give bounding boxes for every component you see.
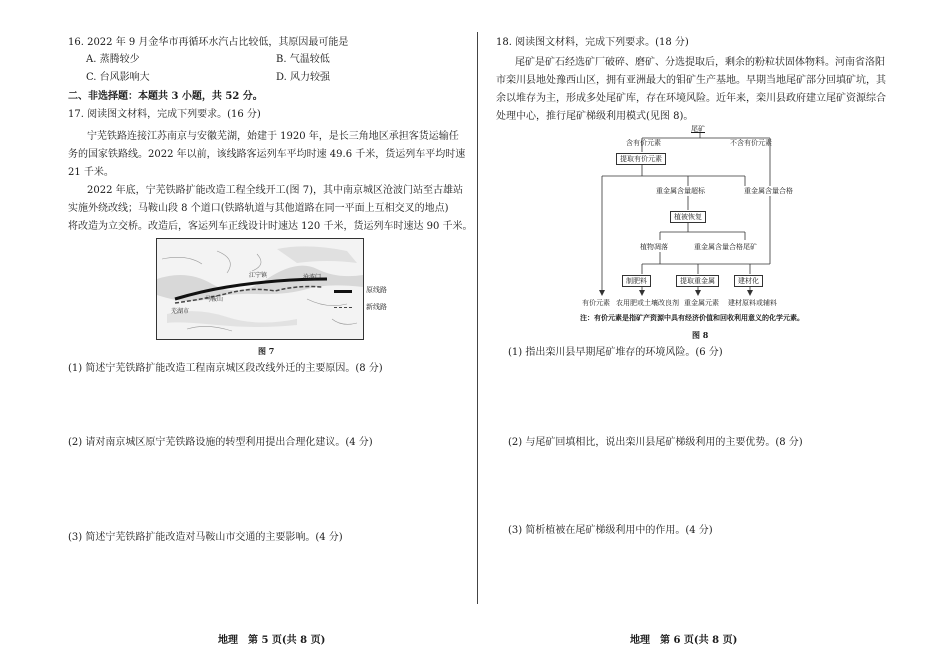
q17-stem: 17. 阅读图文材料，完成下列要求。(16 分) — [68, 109, 261, 120]
q16-option-b: B. 气温较低 — [276, 54, 330, 65]
flow-no-valuable: 不含有价元素 — [730, 139, 772, 147]
flow-make-fertilizer: 制肥料 — [622, 275, 651, 287]
flow-hm-ok-tailings: 重金属含量合格尾矿 — [694, 243, 757, 251]
q17-para2-line2: 实施外绕改线；马鞍山段 8 个道口(铁路轨道与其他道路在同一平面上互相交叉的地点) — [68, 203, 449, 214]
flow-out-valuable: 有价元素 — [582, 299, 610, 307]
q17-para1-line2: 务的国家铁路线。2022 年以前，该线路客运列车平均时速 49.6 千米，货运列车平均时速 — [68, 149, 466, 160]
section-heading: 二、非选择题：本题共 3 小题，共 52 分。 — [68, 91, 263, 102]
legend-old-label: 原线路 — [366, 286, 387, 294]
legend-new-line — [334, 307, 352, 308]
q16-option-a: A. 蒸腾较少 — [86, 54, 140, 65]
flow-out-soil: 农用肥或土壤改良剂 — [616, 299, 679, 307]
q18-sub2: (2) 与尾矿回填相比，说出栾川县尾矿梯级利用的主要优势。(8 分) — [508, 437, 803, 448]
q18-para-line2: 市栾川县地处豫西山区，拥有亚洲最大的钼矿生产基地。早期当地尾矿部分回填矿坑，其 — [496, 75, 886, 86]
railway-map — [156, 238, 364, 340]
figure7-caption: 图 7 — [258, 346, 275, 356]
q18-stem: 18. 阅读图文材料，完成下列要求。(18 分) — [496, 37, 689, 48]
column-divider — [477, 32, 478, 604]
flow-root: 尾矿 — [691, 125, 705, 133]
flow-plant-repair: 植被恢复 — [670, 211, 706, 223]
q17-sub1: (1) 简述宁芜铁路扩能改造工程南京城区段改线外迁的主要原因。(8 分) — [68, 363, 383, 374]
q17-para1-line3: 21 千米。 — [68, 167, 114, 178]
flow-build-material: 建材化 — [734, 275, 763, 287]
map-label-1: 沧波门 — [303, 274, 322, 281]
right-page-footer: 地理 第 6 页(共 8 页) — [630, 635, 738, 646]
flow-plant-fall: 植物凋落 — [640, 243, 668, 251]
flow-hm-exceed: 重金属含量超标 — [656, 187, 705, 195]
flow-out-material: 建材原料或辅料 — [728, 299, 777, 307]
left-page-footer: 地理 第 5 页(共 8 页) — [218, 635, 326, 646]
flow-extract: 提取有价元素 — [616, 153, 666, 165]
q18-sub3: (3) 简析植被在尾矿梯级利用中的作用。(4 分) — [508, 525, 713, 536]
legend-old-line — [334, 290, 352, 293]
q16-stem: 16. 2022 年 9 月金华市再循环水汽占比较低，其原因最可能是 — [68, 37, 349, 48]
map-label-2: 江宁镇 — [249, 272, 268, 279]
figure8-caption: 图 8 — [692, 330, 709, 340]
railway-map-graphic — [157, 239, 363, 339]
q17-sub3: (3) 简述宁芜铁路扩能改造对马鞍山市交通的主要影响。(4 分) — [68, 532, 343, 543]
legend-new-label: 新线路 — [366, 303, 387, 311]
q16-option-d: D. 风力较强 — [276, 72, 331, 83]
flow-out-hm: 重金属元素 — [684, 299, 719, 307]
q17-sub2: (2) 请对南京城区原宁芜铁路设施的转型利用提出合理化建议。(4 分) — [68, 437, 373, 448]
flow-has-valuable: 含有价元素 — [626, 139, 661, 147]
q18-para-line1: 尾矿是矿石经选矿厂破碎、磨矿、分选提取后，剩余的粉粒状固体物料。河南省洛阳 — [515, 57, 885, 68]
flow-hm-ok: 重金属含量合格 — [744, 187, 793, 195]
flow-extract-hm: 提取重金属 — [676, 275, 719, 287]
q16-option-c: C. 台风影响大 — [86, 72, 150, 83]
q18-para-line4: 处理中心，推行尾矿梯级利用模式(见图 8)。 — [496, 111, 694, 122]
q18-para-line3: 余以堆存为主，形成多处尾矿库，存在环境风险。近年来，栾川县政府建立尾矿资源综合 — [496, 93, 886, 104]
q17-para1-line1: 宁芜铁路连接江苏南京与安徽芜湖，始建于 1920 年，是长三角地区承担客货运输任 — [87, 131, 459, 142]
q17-para2-line1: 2022 年底，宁芜铁路扩能改造工程全线开工(图 7)，其中南京城区沧波门站至古雄站 — [87, 185, 463, 196]
q18-sub1: (1) 指出栾川县早期尾矿堆存的环境风险。(6 分) — [508, 347, 723, 358]
flow-note: 注：有价元素是指矿产资源中具有经济价值和回收利用意义的化学元素。 — [580, 313, 804, 322]
q17-para2-line3: 将改造为立交桥。改造后，客运列车正线设计时速达 120 千米，货运列车时速达 90 千米。 — [68, 221, 473, 232]
map-label-4: 芜湖市 — [171, 308, 190, 315]
map-label-3: 马鞍山 — [205, 296, 224, 303]
